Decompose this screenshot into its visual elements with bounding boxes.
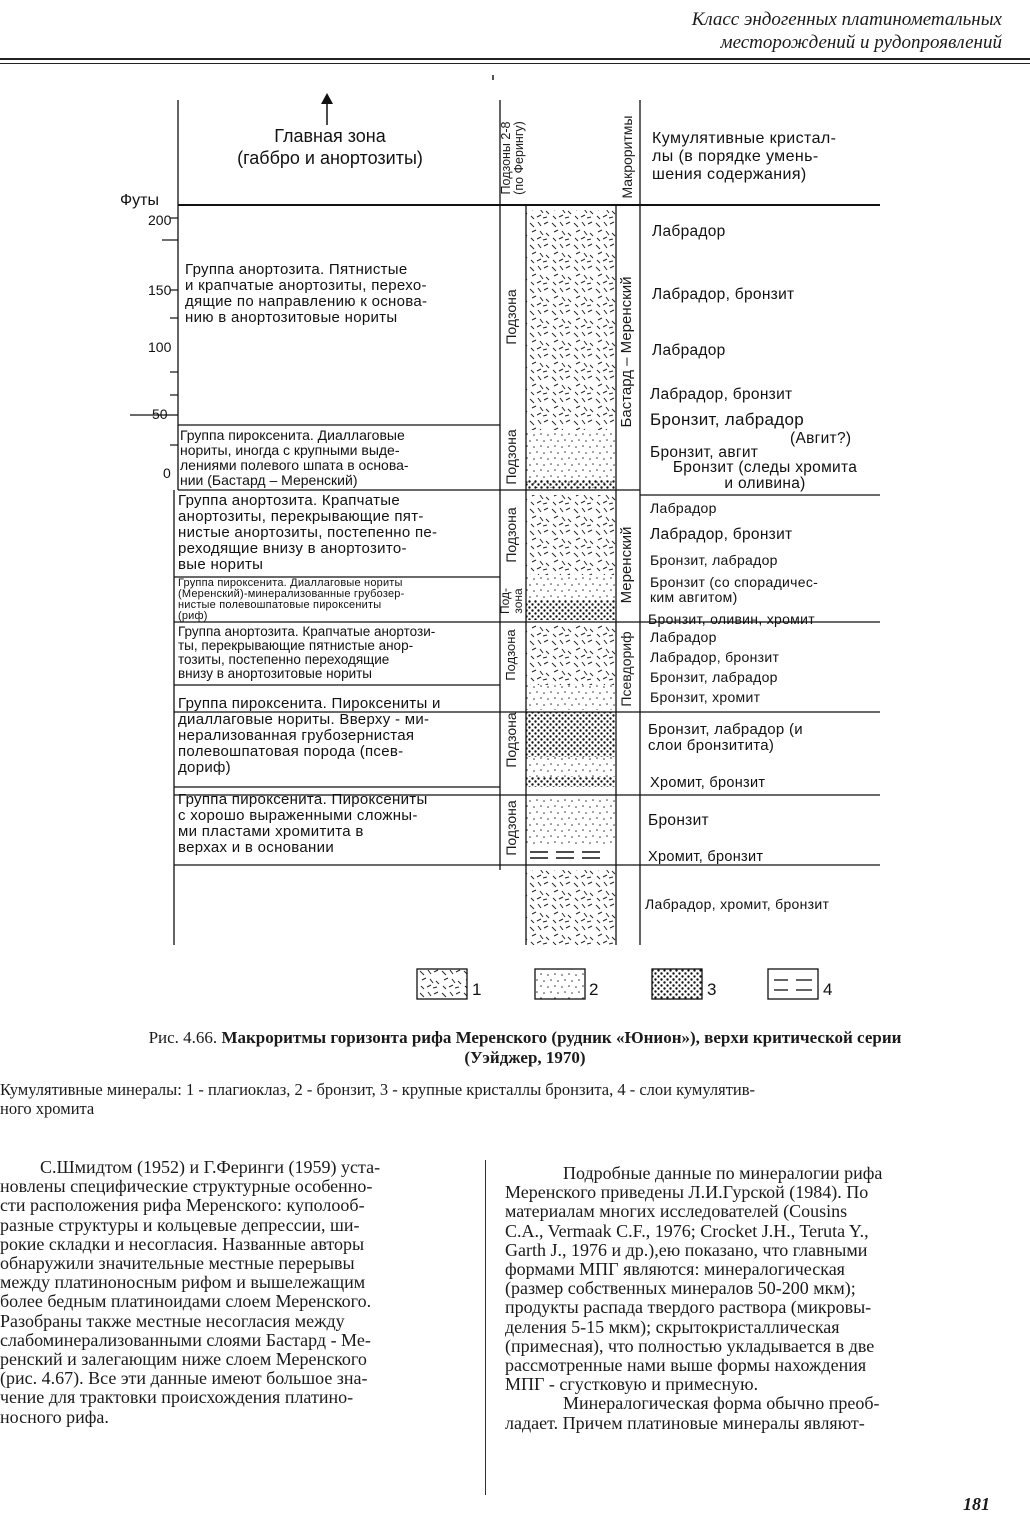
macro-label-pseudoreef: Псевдориф [618,631,634,707]
right-paragraph-2: Минералогическая форма обычно преоб- ладает. Причем платиновые минералы являют- [505,1393,880,1433]
axis-arrow [321,93,333,125]
subzone-label-5: Подзона [503,629,518,681]
mineral-10: Лабрадор, бронзит [650,526,793,543]
mineral-16: Бронзит, лабрадор [650,669,778,685]
legend-label-1: 1 [472,980,482,999]
mineral-4: Лабрадор, бронзит [650,386,793,403]
mineral-21: Хромит, бронзит [648,849,764,865]
subzone-label-6: Подзона [503,712,519,768]
axis-tick-200: 200 [148,212,172,228]
page-number: 181 [963,1494,990,1514]
running-header-line2: месторождений и рудопроявлений [720,32,1002,53]
top-zone-description: Главная зона (габбро и анортозиты) [237,126,423,168]
subzone-column-header: Подзоны 2-8 (по Ферингу) [499,121,526,195]
mineral-9: Лабрадор [650,500,717,516]
mineral-8: Бронзит (следы хромита и оливина) [672,459,858,492]
right-paragraph-1: Подробные данные по минералогии рифа Меренского приведены Л.И.Гурской (1984). По материалам многих исследователей (Cousins C.A., Vermaak C.F., 1976; Crocket J.H., Teruta Y., Garth J., 1976 и др.),ею показано, что главными формами МПГ являются: минералогическая (размер собственных минералов 50-200 мкм); продукты распада твердого раствора (микровы- деления 5-15 мкм); скрытокристаллическая (примесная), что полностью укладывается в две рассмотренные нами выше формы нахождения МПГ - сгустковую и примесную. [505,1163,883,1395]
mineral-15: Лабрадор, бронзит [650,649,780,665]
macro-label-bastard-merensky: Бастард – Меренский [618,276,635,428]
subzone-label-2: Подзона [503,429,519,485]
zone-description-7: Группа пироксенита. Пироксениты с хорошо выраженными сложны- ми пластами хромитита в верхах и в основании [178,791,428,856]
zone-description-6: Группа пироксенита. Пироксениты и диаллаговые нориты. Вверху - ми- нерализованная грубозернистая полевошпатовая порода (псев- дориф) [178,695,441,776]
mineral-14: Лабрадор [650,629,717,645]
caption-prefix: Рис. 4.66. [148,1028,218,1047]
axis-tick-50: 50 [152,406,168,422]
caption-title-line2: (Уэйджер, 1970) [464,1048,586,1067]
zone-description-2: Группа пироксенита. Диаллаговые нориты, иногда с крупными выде- лениями полевого шпата в основа- нии (Бастард – Меренский) [180,427,409,488]
subzone-label-1: Подзона [503,289,519,345]
mineral-11: Бронзит, лабрадор [650,552,778,568]
mineral-13: Бронзит, оливин, хромит [648,611,815,627]
axis-tick-150: 150 [148,282,172,298]
left-paragraph: С.Шмидтом (1952) и Г.Феринги (1959) уста- новлены специфические структурные особенно- сти расположения рифа Меренского: куполооб- разные структуры и кольцевые депрессии, ши- рокие складки и несогласия. Названные авторы обнаружили значительные местные перерывы между платиноносным рифом и вышележащим более бедным платиноидами слоем Меренского. Разобраны также местные несогласия между слабоминерализованными слоями Бастард - Ме- ренский и залегающим ниже слоем Меренского (рис. 4.67). Все эти данные имеют большое зна- чение для трактовки происхождения платино- носного рифа. [0,1157,381,1427]
figure-note: Кумулятивные минералы: 1 - плагиоклаз, 2 - бронзит, 3 - крупные кристаллы бронзита, 4 - слои кумулятив- ного хромита [0,1080,756,1118]
mineral-6: (Авгит?) [790,430,852,447]
mineral-2: Лабрадор, бронзит [652,286,795,303]
mineral-5: Бронзит, лабрадор [650,410,805,429]
column-divider [485,1160,486,1495]
right-column-text [505,1164,990,1433]
axis-tick-100: 100 [148,339,172,355]
legend-label-3: 3 [707,980,717,999]
zone-description-4: Группа пироксенита. Диаллаговые нориты (Меренский)-минерализованные грубозер- нистые полевошпатовые пироксениты (риф) [178,577,405,622]
caption-title: Макроритмы горизонта рифа Меренского (рудник «Юнион»), верхи критической серии [221,1028,902,1047]
mineral-17: Бронзит, хромит [650,689,761,705]
mineral-7: Бронзит, авгит [650,444,759,461]
mineral-19: Хромит, бронзит [650,775,766,791]
zone-description-5: Группа анортозита. Крапчатые анортози- ты, перекрывающие пятнистые анор- тозиты, постепенно переходящие внизу в анортозитовые нориты [178,624,436,681]
axis-tick-0: 0 [163,465,171,481]
figure-caption [80,1028,970,1068]
running-header-line1: Класс эндогенных платинометальных [691,9,1002,30]
mineral-3: Лабрадор [652,342,726,359]
zone-description-1: Группа анортозита. Пятнистые и крапчатые анортозиты, перехо- дящие по направлению к основа- нию в анортозитовые нориты [185,261,428,326]
mineral-18: Бронзит, лабрадор (и слои бронзитита) [648,721,803,754]
legend-label-4: 4 [823,980,833,999]
subzone-label-7: Подзона [503,800,519,856]
mineral-12: Бронзит (со спорадичес- ким авгитом) [650,574,819,605]
subzone-label-4: Под- зона [498,587,525,615]
zone-description-3: Группа анортозита. Крапчатые анортозиты, перекрывающие пят- нистые анортозиты, постепенно пе- реходящие внизу в анортозито- вые нориты [178,492,438,573]
mineral-20: Бронзит [648,812,709,829]
legend-label-2: 2 [589,980,599,999]
subzone-label-3: Подзона [503,507,519,563]
column-fills [526,210,616,945]
macrorhythm-column-header: Макроритмы [619,115,635,199]
left-column-text [0,1158,462,1427]
axis-label: Футы [120,192,159,209]
mineral-22: Лабрадор, хромит, бронзит [645,896,830,912]
mineral-1: Лабрадор [652,223,726,240]
minerals-column-header: Кумулятивные кристал- лы (в порядке умень- шения содержания) [652,130,837,183]
macro-label-merensky: Меренский [618,526,635,604]
